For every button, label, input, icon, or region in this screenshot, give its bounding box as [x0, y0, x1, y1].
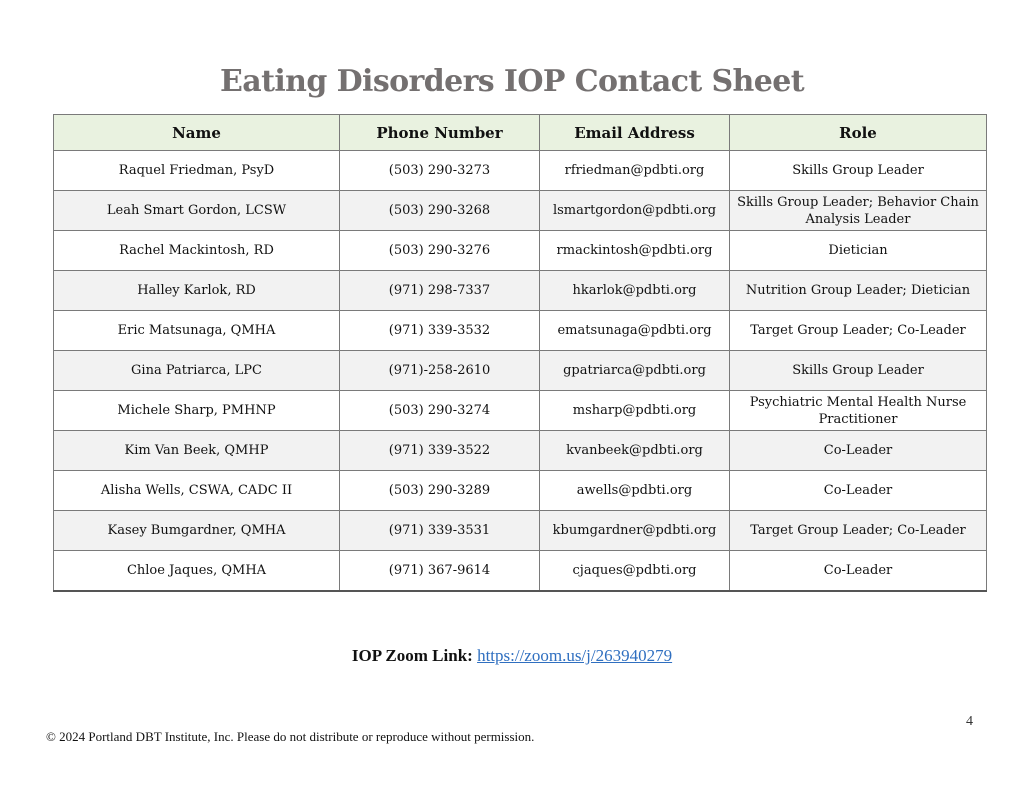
- cell-name: Chloe Jaques, QMHA: [54, 551, 340, 592]
- cell-email[interactable]: hkarlok@pdbti.org: [540, 271, 730, 311]
- cell-role: Co-Leader: [730, 471, 987, 511]
- cell-role: Co-Leader: [730, 551, 987, 592]
- cell-phone: (503) 290-3276: [340, 231, 540, 271]
- cell-role: Target Group Leader; Co-Leader: [730, 311, 987, 351]
- table-row: [54, 231, 987, 271]
- header-phone: Phone Number: [340, 115, 540, 151]
- cell-role: Nutrition Group Leader; Dietician: [730, 271, 987, 311]
- cell-email[interactable]: msharp@pdbti.org: [540, 391, 730, 431]
- cell-email[interactable]: lsmartgordon@pdbti.org: [540, 191, 730, 231]
- cell-phone: (971) 298-7337: [340, 271, 540, 311]
- header-name: Name: [54, 115, 340, 151]
- table-row: [54, 431, 987, 471]
- cell-phone: (503) 290-3268: [340, 191, 540, 231]
- header-role: Role: [730, 115, 987, 151]
- cell-name: Halley Karlok, RD: [54, 271, 340, 311]
- cell-name: Rachel Mackintosh, RD: [54, 231, 340, 271]
- cell-name: Michele Sharp, PMHNP: [54, 391, 340, 431]
- cell-email[interactable]: cjaques@pdbti.org: [540, 551, 730, 592]
- cell-role: Skills Group Leader; Behavior Chain Analysis Leader: [730, 191, 987, 231]
- table-row: [54, 191, 987, 231]
- zoom-link[interactable]: https://zoom.us/j/263940279: [477, 646, 673, 665]
- table-row: [54, 351, 987, 391]
- cell-role: Target Group Leader; Co-Leader: [730, 511, 987, 551]
- zoom-link-label: IOP Zoom Link:: [351, 646, 473, 665]
- cell-name: Alisha Wells, CSWA, CADC II: [54, 471, 340, 511]
- table-row: [54, 271, 987, 311]
- cell-role: Co-Leader: [730, 431, 987, 471]
- cell-email[interactable]: gpatriarca@pdbti.org: [540, 351, 730, 391]
- table-row: [54, 151, 987, 191]
- zoom-link-line: [0, 646, 1024, 666]
- cell-role: Dietician: [730, 231, 987, 271]
- cell-phone: (503) 290-3289: [340, 471, 540, 511]
- table-row: [54, 511, 987, 551]
- cell-name: Gina Patriarca, LPC: [54, 351, 340, 391]
- table-row: [54, 311, 987, 351]
- cell-name: Leah Smart Gordon, LCSW: [54, 191, 340, 231]
- cell-name: Kim Van Beek, QMHP: [54, 431, 340, 471]
- cell-phone: (971) 339-3531: [340, 511, 540, 551]
- cell-email[interactable]: kbumgardner@pdbti.org: [540, 511, 730, 551]
- cell-role: Skills Group Leader: [730, 151, 987, 191]
- copyright-footer: © 2024 Portland DBT Institute, Inc. Please do not distribute or reproduce without permission.: [46, 729, 535, 744]
- cell-role: Skills Group Leader: [730, 351, 987, 391]
- cell-phone: (503) 290-3273: [340, 151, 540, 191]
- table-header-row: [54, 115, 987, 151]
- cell-email[interactable]: ematsunaga@pdbti.org: [540, 311, 730, 351]
- table-row: [54, 391, 987, 431]
- cell-phone: (971) 339-3522: [340, 431, 540, 471]
- cell-email[interactable]: kvanbeek@pdbti.org: [540, 431, 730, 471]
- cell-phone: (971) 339-3532: [340, 311, 540, 351]
- header-email: Email Address: [540, 115, 730, 151]
- cell-name: Raquel Friedman, PsyD: [54, 151, 340, 191]
- cell-name: Kasey Bumgardner, QMHA: [54, 511, 340, 551]
- page-title: Eating Disorders IOP Contact Sheet: [220, 64, 804, 99]
- page-number: 4: [966, 714, 973, 729]
- cell-role: Psychiatric Mental Health Nurse Practitioner: [730, 391, 987, 431]
- cell-name: Eric Matsunaga, QMHA: [54, 311, 340, 351]
- cell-email[interactable]: awells@pdbti.org: [540, 471, 730, 511]
- cell-phone: (971)-258-2610: [340, 351, 540, 391]
- cell-phone: (503) 290-3274: [340, 391, 540, 431]
- table-row: [54, 471, 987, 511]
- cell-email[interactable]: rmackintosh@pdbti.org: [540, 231, 730, 271]
- cell-phone: (971) 367-9614: [340, 551, 540, 592]
- contact-table: [53, 114, 987, 592]
- cell-email[interactable]: rfriedman@pdbti.org: [540, 151, 730, 191]
- table-row: [54, 551, 987, 592]
